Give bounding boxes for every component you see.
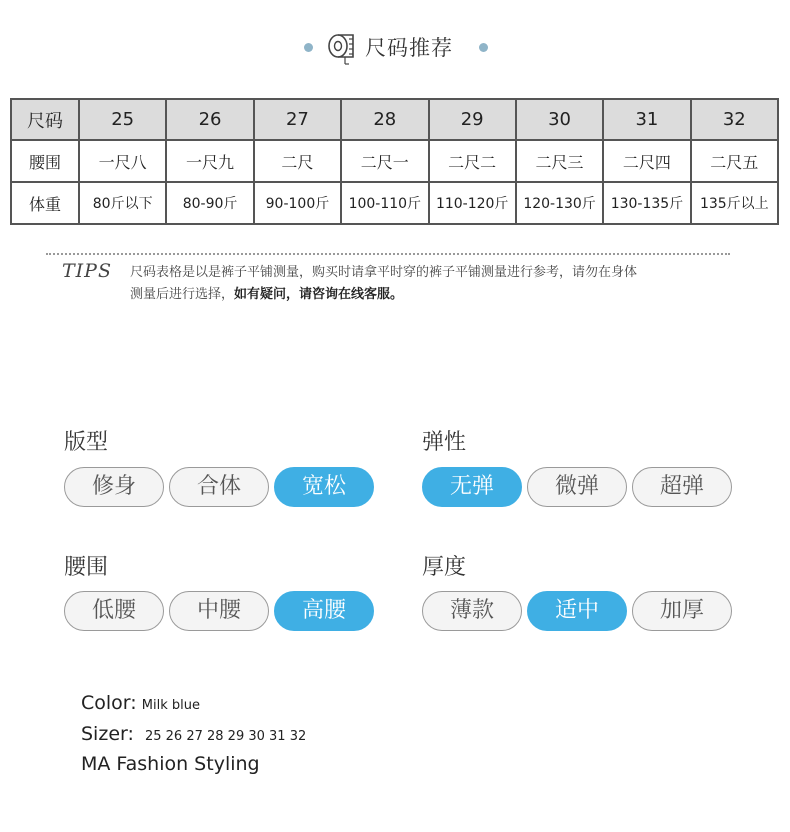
elasticity-option-slight[interactable]: 微弹 (527, 467, 627, 507)
table-cell: 28 (341, 99, 428, 140)
tips-line-1: 尺码表格是以是裤子平铺测量，购买时请拿平时穿的裤子平铺测量进行参考，请勿在身体 (130, 265, 638, 280)
table-cell: 80-90斤 (166, 182, 253, 224)
waist-group-title: 腰围 (64, 555, 109, 580)
fit-option-slim[interactable]: 修身 (64, 467, 164, 507)
elasticity-option-none[interactable]: 无弹 (422, 467, 522, 507)
sizer-label: Sizer: (81, 723, 134, 745)
table-cell: 90-100斤 (254, 182, 341, 224)
color-value: Milk blue (141, 698, 200, 713)
right-dot-decoration (479, 43, 488, 52)
table-cell: 二尺 (254, 140, 341, 182)
table-cell: 130-135斤 (603, 182, 690, 224)
sizer-line (81, 723, 306, 745)
table-cell: 25 (79, 99, 166, 140)
table-cell: 二尺二 (429, 140, 516, 182)
tips-line-2 (130, 284, 730, 306)
table-cell: 80斤以下 (79, 182, 166, 224)
table-cell: 一尺九 (166, 140, 253, 182)
table-cell: 110-120斤 (429, 182, 516, 224)
waist-option-low[interactable]: 低腰 (64, 591, 164, 631)
size-chart-table (10, 98, 779, 225)
elasticity-group-title: 弹性 (422, 430, 467, 455)
row-label: 腰围 (11, 140, 79, 182)
table-cell: 135斤以上 (691, 182, 778, 224)
table-cell: 二尺五 (691, 140, 778, 182)
thickness-option-thin[interactable]: 薄款 (422, 591, 522, 631)
table-cell: 二尺三 (516, 140, 603, 182)
table-row-waist (11, 140, 778, 182)
table-cell: 二尺一 (341, 140, 428, 182)
section-header (0, 30, 790, 66)
table-cell: 31 (603, 99, 690, 140)
waist-option-mid[interactable]: 中腰 (169, 591, 269, 631)
tape-measure-icon (327, 33, 355, 65)
thickness-option-thick[interactable]: 加厚 (632, 591, 732, 631)
fit-option-regular[interactable]: 合体 (169, 467, 269, 507)
table-row-weight (11, 182, 778, 224)
tips-text (130, 262, 730, 306)
table-cell: 二尺四 (603, 140, 690, 182)
tips-label: TIPS (62, 260, 112, 282)
table-cell: 27 (254, 99, 341, 140)
table-cell: 30 (516, 99, 603, 140)
thickness-option-medium[interactable]: 适中 (527, 591, 627, 631)
table-cell: 32 (691, 99, 778, 140)
table-row-size (11, 99, 778, 140)
dotted-divider (46, 253, 730, 255)
table-cell: 120-130斤 (516, 182, 603, 224)
fit-group-title: 版型 (64, 430, 109, 455)
table-cell: 100-110斤 (341, 182, 428, 224)
tips-line-2-plain: 测量后进行选择， (130, 287, 235, 302)
fit-option-loose[interactable]: 宽松 (274, 467, 374, 507)
row-label: 体重 (11, 182, 79, 224)
table-cell: 一尺八 (79, 140, 166, 182)
color-line (81, 692, 200, 714)
waist-option-high[interactable]: 高腰 (274, 591, 374, 631)
elasticity-option-super[interactable]: 超弹 (632, 467, 732, 507)
thickness-group-title: 厚度 (422, 555, 467, 580)
row-label: 尺码 (11, 99, 79, 140)
left-dot-decoration (304, 43, 313, 52)
section-title: 尺码推荐 (365, 36, 453, 60)
table-cell: 29 (429, 99, 516, 140)
tips-line-2-bold: 如有疑问，请咨询在线客服。 (234, 287, 404, 302)
sizer-value: 25 26 27 28 29 30 31 32 (144, 729, 307, 744)
table-cell: 26 (166, 99, 253, 140)
styling-text: MA Fashion Styling (81, 753, 260, 775)
color-label: Color: (81, 692, 137, 714)
